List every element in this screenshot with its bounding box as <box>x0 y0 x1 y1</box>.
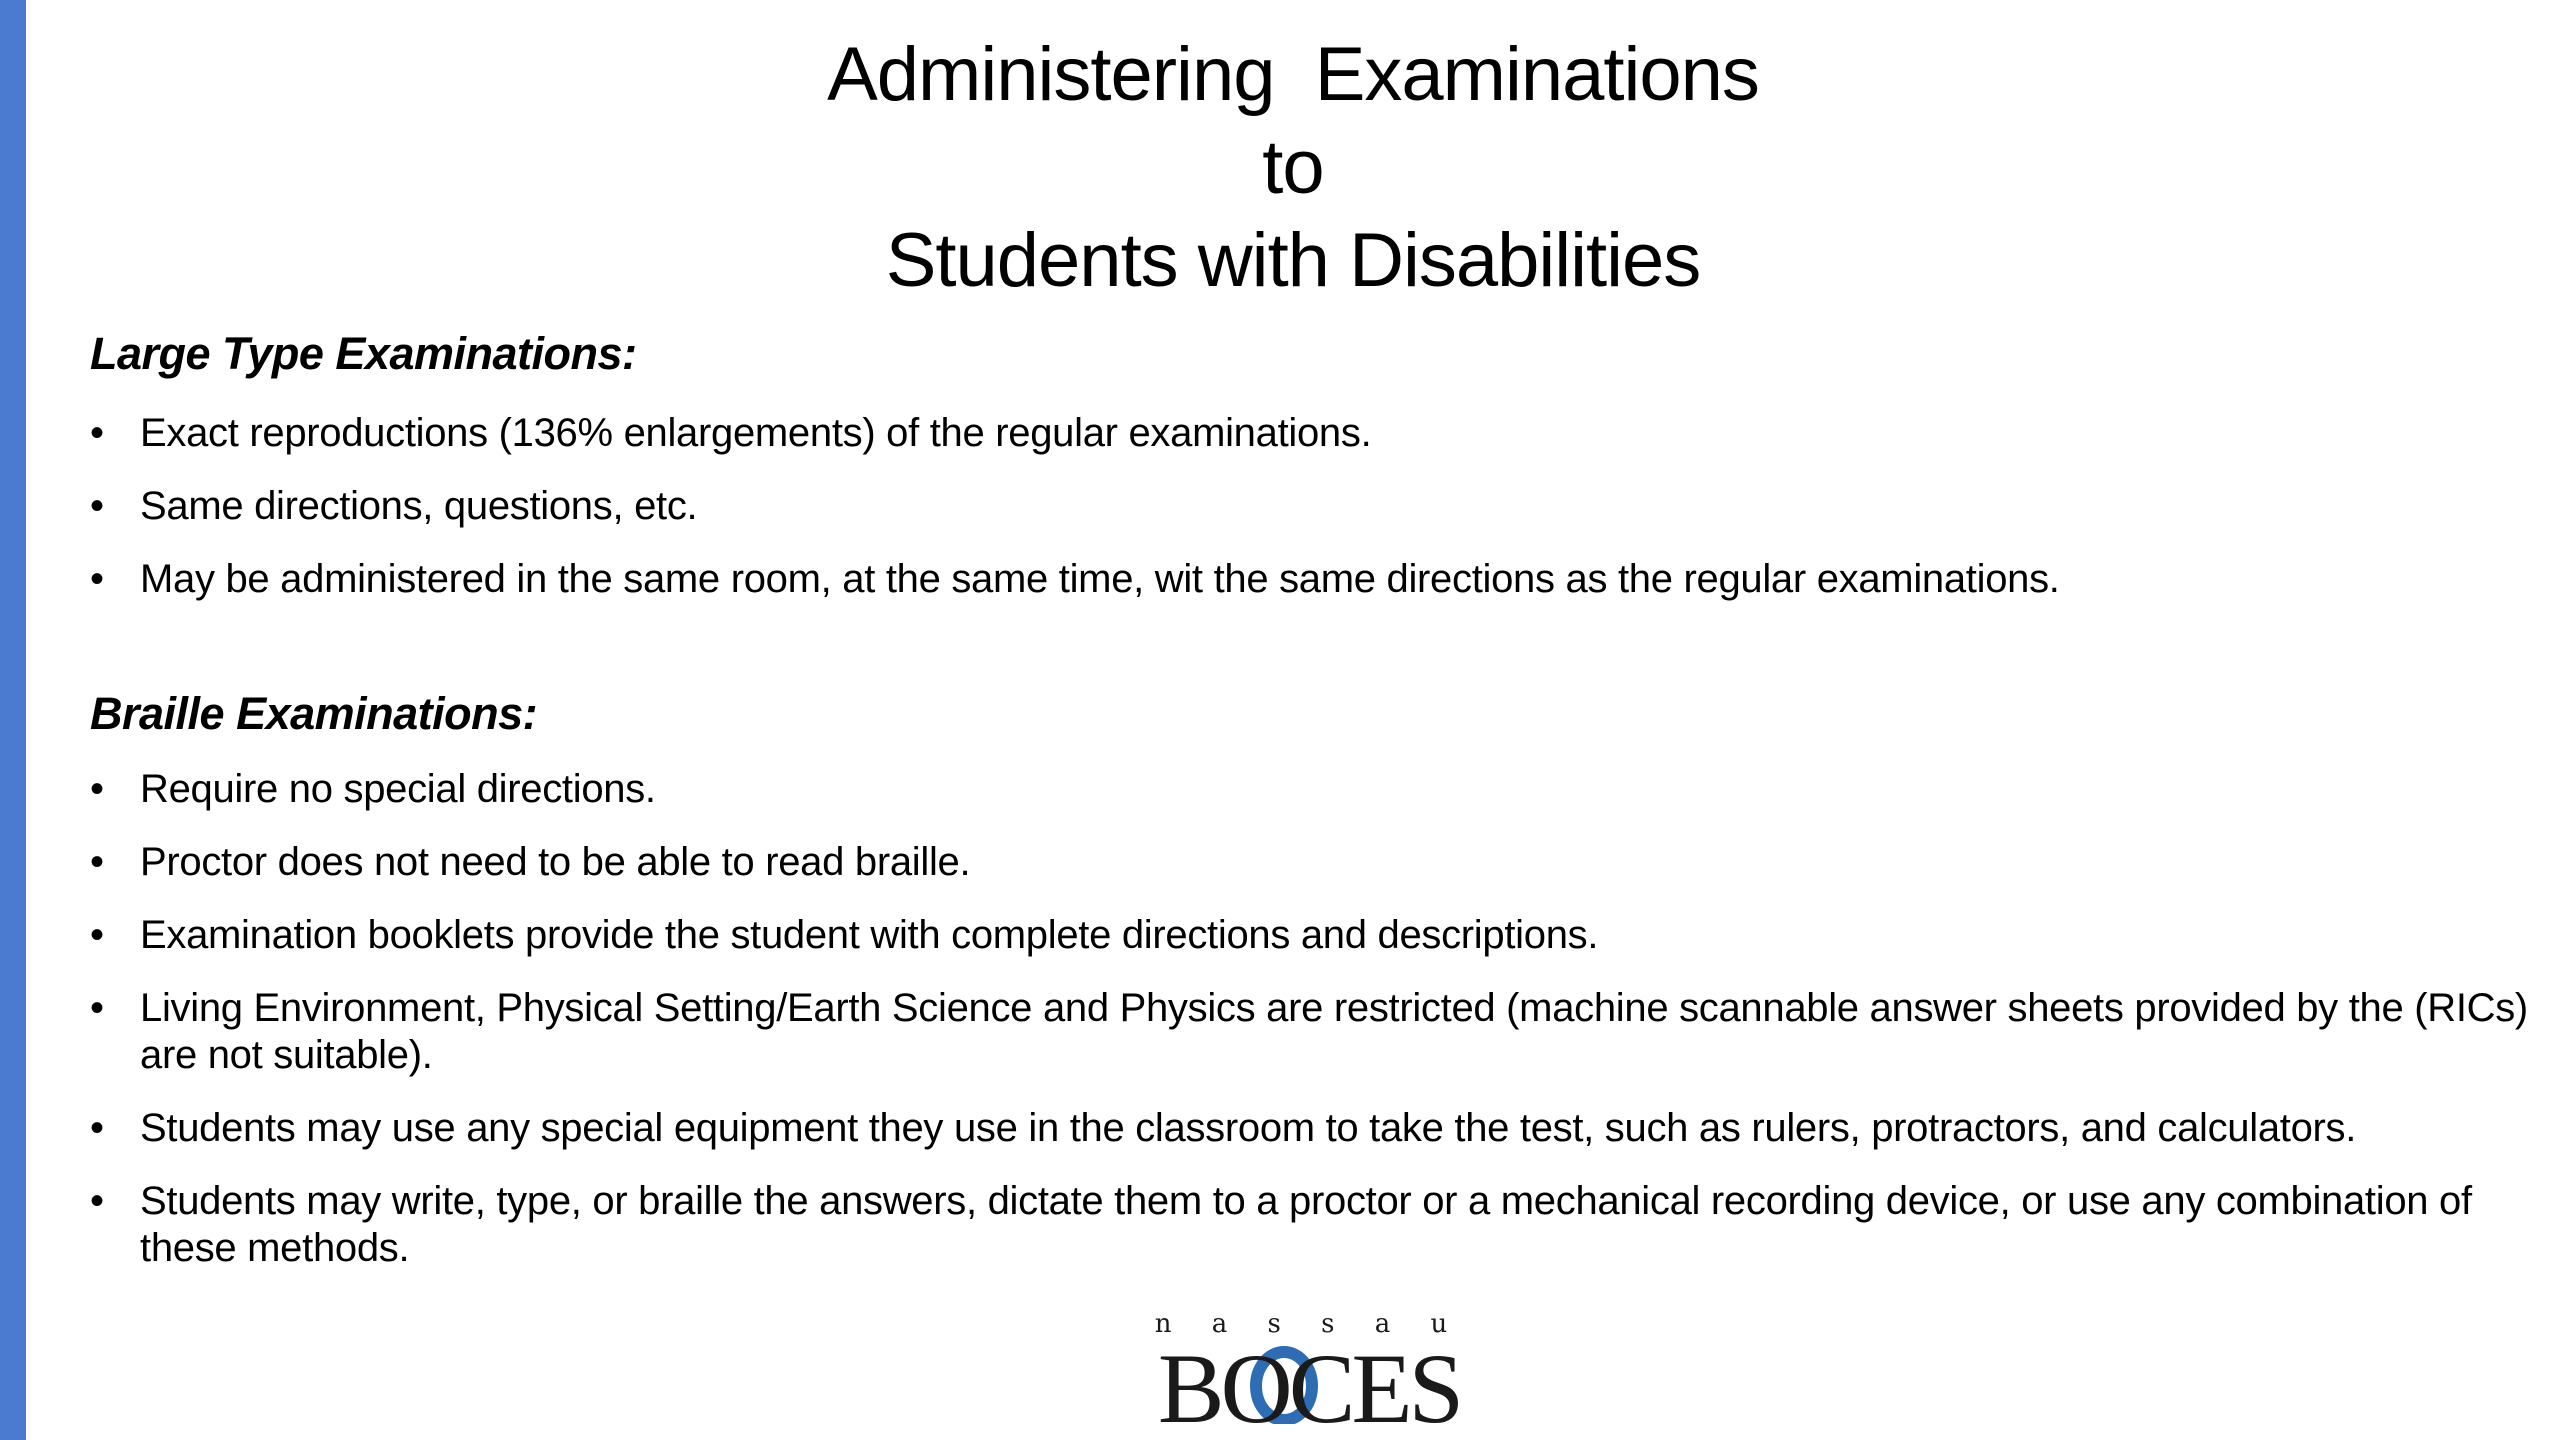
bullet-icon: • <box>90 1106 104 1150</box>
list-item <box>90 1105 2530 1152</box>
bullet-icon: • <box>90 484 104 528</box>
bullet-icon: • <box>90 840 104 884</box>
list-item <box>90 410 2530 457</box>
bullet-icon: • <box>90 557 104 601</box>
list-item <box>90 483 2530 530</box>
large-type-list <box>90 410 2530 629</box>
list-item <box>90 556 2530 603</box>
list-item-text: Students may use any special equipment they use in the classroom to take the test, such as rulers, protractors, and calculators. <box>140 1106 2357 1150</box>
list-item-text: Same directions, questions, etc. <box>140 484 698 528</box>
list-item <box>90 1178 2530 1272</box>
title-line-2: to <box>1262 125 1324 210</box>
bullet-icon: • <box>90 913 104 957</box>
large-type-heading: Large Type Examinations: <box>90 328 637 379</box>
boces-logo <box>1144 1304 1474 1424</box>
list-item-text: Proctor does not need to be able to read braille. <box>140 840 971 884</box>
list-item-text: Examination booklets provide the student with complete directions and descriptions. <box>140 913 1599 957</box>
bullet-icon: • <box>90 767 104 811</box>
braille-heading: Braille Examinations: <box>90 688 538 739</box>
list-item-text: Students may write, type, or braille the answers, dictate them to a proctor or a mechanical recording device, or use any combination of these methods. <box>140 1179 2472 1270</box>
list-item-text: Exact reproductions (136% enlargements) of the regular examinations. <box>140 411 1372 455</box>
slide-title <box>26 28 2560 307</box>
bullet-icon: • <box>90 1179 104 1223</box>
list-item-text: Require no special directions. <box>140 767 656 811</box>
title-line-1: Administering Examinations <box>827 32 1759 117</box>
list-item-text: May be administered in the same room, at the same time, wit the same directions as the regular examinations. <box>140 557 2060 601</box>
bullet-icon: • <box>90 411 104 455</box>
list-item <box>90 912 2530 959</box>
left-accent-bar <box>0 0 26 1440</box>
title-line-3: Students with Disabilities <box>885 218 1701 303</box>
logo-top-text: n a s s a u <box>1154 1309 1464 1339</box>
braille-list <box>90 766 2530 1298</box>
list-item <box>90 839 2530 886</box>
list-item-text: Living Environment, Physical Setting/Earth Science and Physics are restricted (machine scannable answer sheets provided by the (RICs) are not suitable). <box>140 986 2528 1077</box>
bullet-icon: • <box>90 986 104 1030</box>
list-item <box>90 985 2530 1079</box>
list-item <box>90 766 2530 813</box>
slide <box>26 0 2560 1440</box>
logo-main-text: BOCES <box>1157 1333 1461 1424</box>
